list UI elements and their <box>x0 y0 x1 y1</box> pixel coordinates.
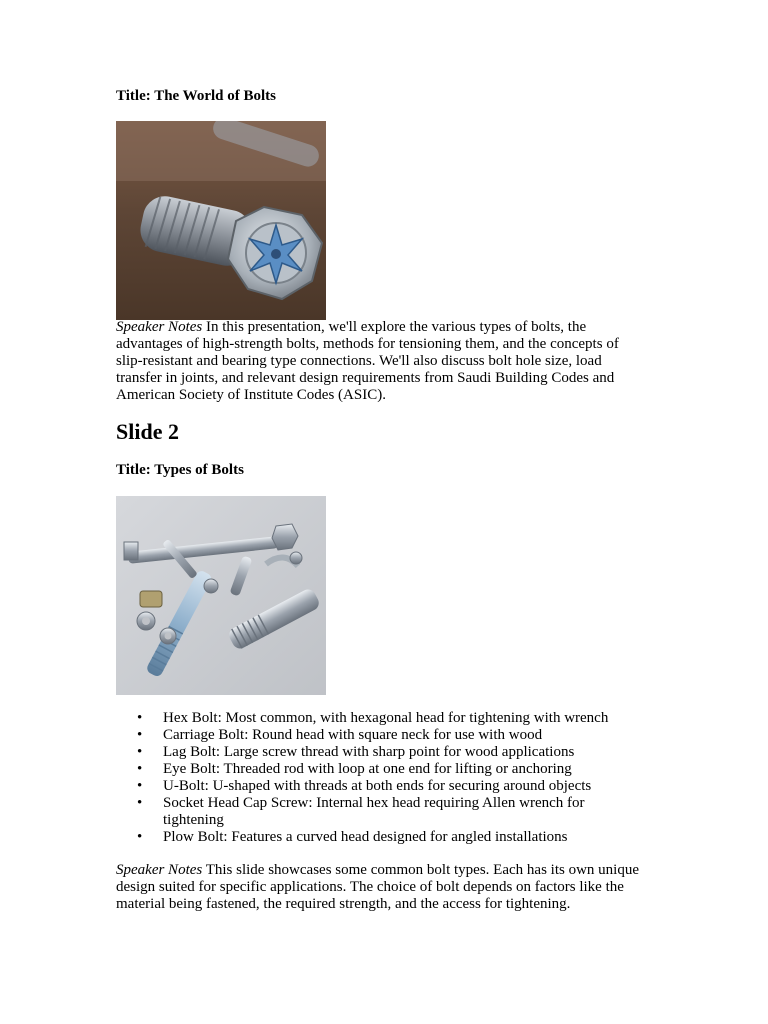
bullet-icon: • <box>137 761 143 777</box>
list-item-text: Eye Bolt: Threaded rod with loop at one end for lifting or anchoring <box>163 761 572 777</box>
speaker-notes-text: In this presentation, we'll explore the various types of bolts, the advantages of high-strength bolts, methods for tensioning them, and the concepts of slip-resistant and bearing type connections. We'll also discuss bolt hole size, load transfer in joints, and relevant design requirements from Saudi Building Codes and American Society of Institute Codes (ASIC). <box>116 319 619 403</box>
bullet-icon: • <box>137 727 143 743</box>
list-item <box>116 710 646 727</box>
bullet-icon: • <box>137 744 143 760</box>
bullet-icon: • <box>137 778 143 794</box>
list-item-text: U-Bolt: U-shaped with threads at both ends for securing around objects <box>163 778 592 794</box>
list-item-text: Hex Bolt: Most common, with hexagonal head for tightening with wrench <box>163 710 609 726</box>
slide2-title: Title: Types of Bolts <box>116 462 244 478</box>
list-item <box>116 761 646 778</box>
list-item-text: Lag Bolt: Large screw thread with sharp point for wood applications <box>163 744 575 760</box>
slide2-speaker-notes <box>116 862 646 913</box>
list-item <box>116 727 646 744</box>
bullet-icon: • <box>137 829 143 845</box>
list-item <box>116 829 646 846</box>
list-item <box>116 778 646 795</box>
slide1-title: Title: The World of Bolts <box>116 88 277 104</box>
slide2-heading: Slide 2 <box>116 419 179 444</box>
list-item-text: Plow Bolt: Features a curved head designed for angled installations <box>163 829 568 845</box>
assorted-bolts-photo <box>116 496 326 695</box>
list-item-text: Carriage Bolt: Round head with square neck for use with wood <box>163 727 543 743</box>
list-item-text: Socket Head Cap Screw: Internal hex head requiring Allen wrench for tightening <box>163 795 585 828</box>
list-item <box>116 744 646 761</box>
speaker-notes-label: Speaker Notes <box>116 862 203 878</box>
slide1-speaker-notes <box>116 319 646 404</box>
hex-bolt-photo <box>116 121 326 320</box>
list-item <box>116 795 646 829</box>
speaker-notes-label: Speaker Notes <box>116 319 203 335</box>
speaker-notes-text: This slide showcases some common bolt types. Each has its own unique design suited for specific applications. The choice of bolt depends on factors like the material being fastened, the required strength, and the access for tightening. <box>116 862 639 912</box>
bullet-icon: • <box>137 710 143 726</box>
bullet-icon: • <box>137 795 143 811</box>
bolt-types-list <box>116 710 646 846</box>
